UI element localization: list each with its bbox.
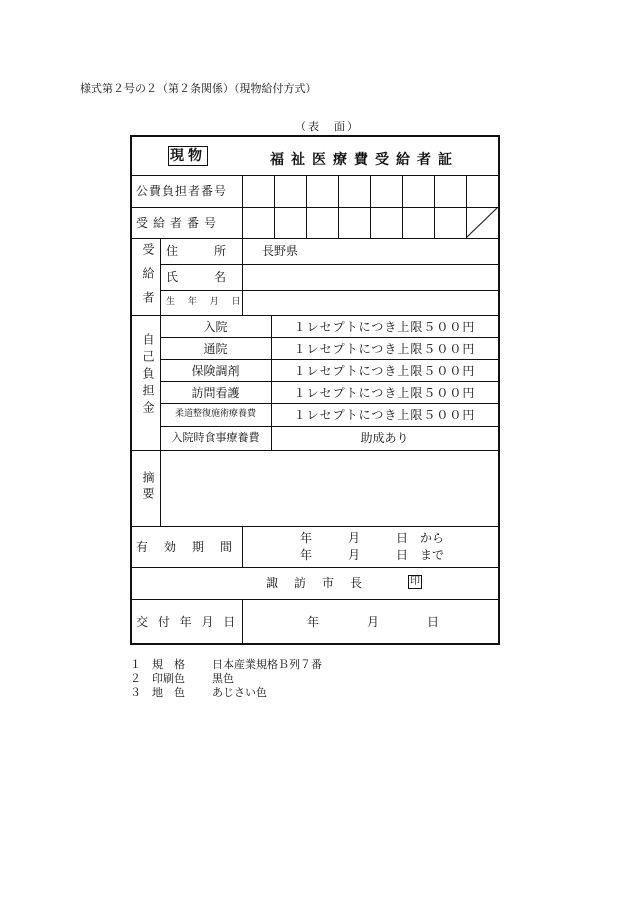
- divider: [402, 175, 403, 238]
- divider: [132, 207, 498, 208]
- divider: [160, 264, 498, 265]
- footnote-item: １ 規 格 日本産業規格Ｂ列７番: [130, 658, 322, 671]
- copay-item-value: １レセプトにつき上限５００円: [293, 408, 476, 422]
- issuer-label: 諏 訪 市 長: [266, 576, 365, 590]
- genbutsu-stamp: 現物: [170, 148, 206, 164]
- recipient-number-label: 受給者番号: [136, 216, 222, 230]
- divider: [160, 238, 161, 526]
- validity-from: 年 月 日 から: [300, 531, 445, 545]
- address-value: 長野県: [262, 244, 299, 258]
- copay-item-label: 保険調剤: [191, 364, 240, 378]
- divider: [132, 599, 498, 600]
- recipient-vertical-label: 受給者: [141, 243, 155, 315]
- payer-number-label: 公費負担者番号: [136, 184, 228, 198]
- divider: [160, 426, 498, 427]
- footnote-item: ２ 印刷色 黒色: [130, 672, 234, 685]
- copay-item-label: 通院: [203, 342, 228, 356]
- copay-item-label: 柔道整復施術療養費: [174, 409, 256, 419]
- remarks-label: 摘要: [141, 471, 155, 503]
- divider: [160, 359, 498, 360]
- divider: [132, 238, 498, 239]
- side-label: （表 面）: [295, 120, 360, 133]
- name-label: 氏 名: [166, 270, 227, 284]
- divider: [160, 381, 498, 382]
- copay-item-value: 助成あり: [360, 431, 409, 445]
- form-heading: 様式第２号の２（第２条関係）（現物給付方式）: [80, 82, 317, 95]
- recipient-card: [130, 135, 500, 645]
- copay-item-label: 入院: [203, 320, 228, 334]
- copay-item-value: １レセプトにつき上限５００円: [293, 320, 476, 334]
- divider: [132, 315, 498, 316]
- divider: [132, 450, 498, 451]
- issue-date-value: 年 月 日: [307, 615, 440, 629]
- copay-item-value: １レセプトにつき上限５００円: [293, 364, 476, 378]
- divider: [242, 599, 243, 645]
- issue-date-label: 交 付 年 月 日: [136, 615, 239, 629]
- footnote-item: ３ 地 色 あじさい色: [130, 686, 267, 699]
- seal-mark: 印: [410, 576, 420, 587]
- divider: [132, 175, 498, 176]
- divider: [132, 526, 498, 527]
- address-label: 住 所: [166, 244, 227, 258]
- validity-label: 有 効 期 間: [136, 540, 235, 554]
- birthdate-label: 生 年 月 日: [166, 297, 246, 307]
- divider: [370, 175, 371, 238]
- diagonal-slash: [466, 207, 498, 238]
- divider: [132, 567, 498, 568]
- divider: [274, 175, 275, 238]
- divider: [242, 175, 243, 238]
- copay-item-value: １レセプトにつき上限５００円: [293, 342, 476, 356]
- validity-to: 年 月 日 まで: [300, 548, 445, 562]
- copay-item-label: 訪問看護: [191, 386, 240, 400]
- divider: [434, 175, 435, 238]
- divider: [160, 337, 498, 338]
- divider: [160, 290, 498, 291]
- copay-item-label: 入院時食事療養費: [171, 431, 260, 444]
- card-title: 福祉医療費受給者証: [270, 152, 459, 168]
- divider: [271, 315, 272, 450]
- copay-item-value: １レセプトにつき上限５００円: [293, 386, 476, 400]
- copay-vertical-label: 自己負担金: [141, 333, 155, 418]
- divider: [242, 526, 243, 567]
- divider: [160, 403, 498, 404]
- divider: [338, 175, 339, 238]
- divider: [306, 175, 307, 238]
- footnotes: [130, 658, 322, 700]
